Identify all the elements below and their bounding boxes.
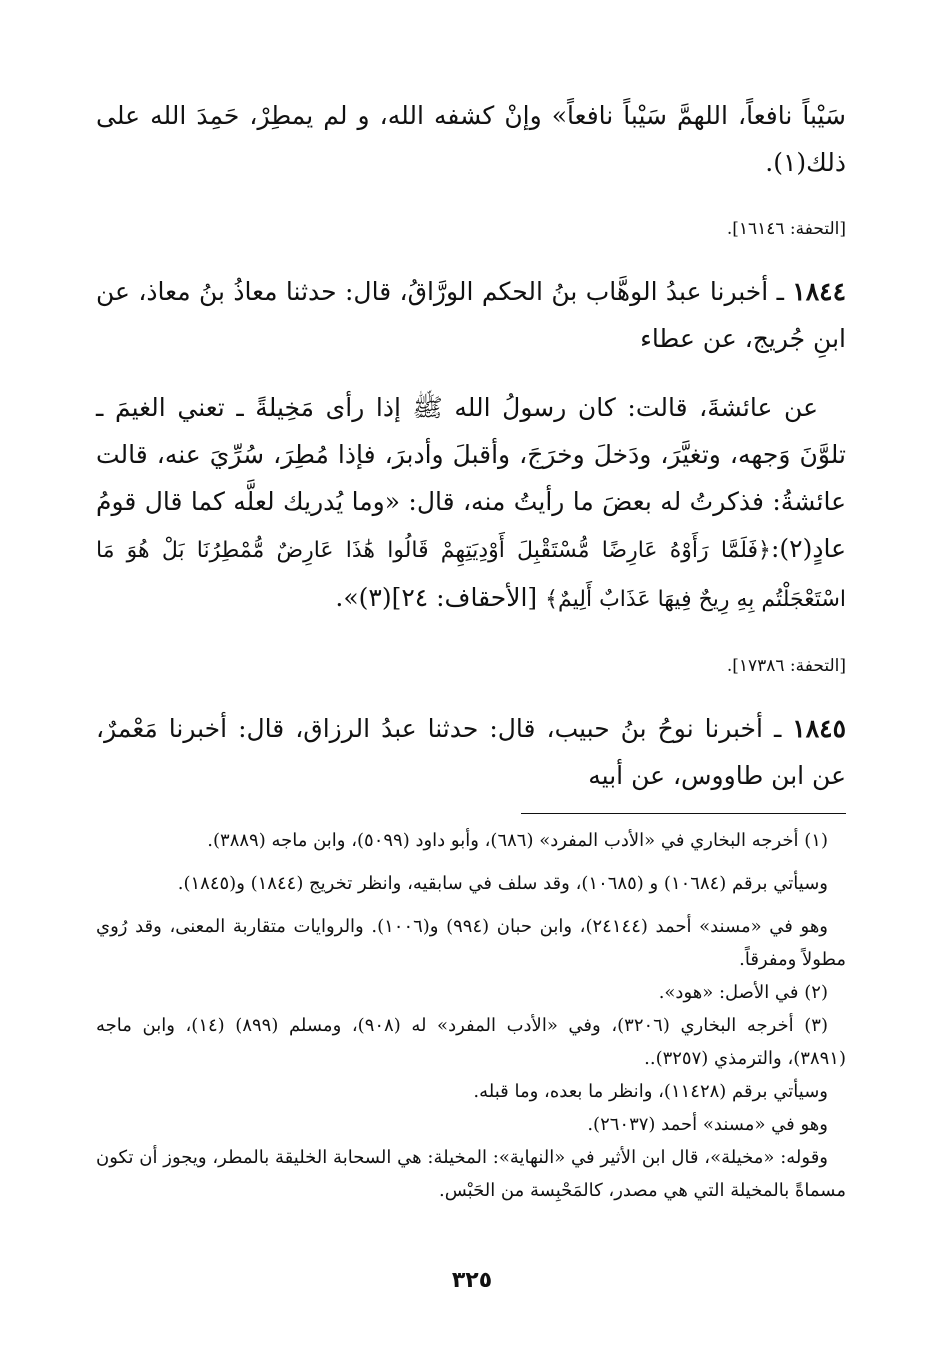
hadith-1844-isnad-text: ـ أخبرنا عبدُ الوهَّاب بنُ الحكم الورَّاقُ، قال: حدثنا معاذُ بنُ معاذ، عن ابنِ جُريج، عن عطاء [96, 277, 846, 353]
footnote-1-musnad: وهو في «مسند» أحمد (٢٤١٤٤)، وابن حبان (٩٩٤) و(١٠٠٦). والروايات متقاربة المعنى، وقد رُوي مطولاً ومفرقاً. [96, 916, 846, 970]
footnote-3-main: (٣) أخرجه البخاري (٣٢٠٦)، وفي «الأدب المفرد» له (٩٠٨)، ومسلم (٨٩٩) (١٤)، وابن ماجه (٣٨٩١)، والترمذي (٣٢٥٧).. [96, 1015, 846, 1069]
hadith-1844-isnad [96, 268, 846, 362]
hadith-1845-isnad [96, 705, 846, 799]
page-body [96, 92, 846, 1207]
hadith-number-1844: ١٨٤٤ [792, 277, 846, 306]
tuhfa-reference-1: [التحفة: ١٦١٤٦]. [726, 219, 846, 239]
opening-paragraph: سَيْباً نافعاً، اللهمَّ سَيْباً نافعاً» وإنْ كشفه الله، و لم يمطِرْ، حَمِدَ الله على ذلك(١). [96, 101, 846, 177]
footnote-1-main: (١) أخرجه البخاري في «الأدب المفرد» (٦٨٦)، وأبو داود (٥٠٩٩)، وابن ماجه (٣٨٨٩). [207, 830, 828, 851]
footnote-3-definition: وقوله: «مخيلة»، قال ابن الأثير في «النهاية»: المخيلة: هي السحابة الخليقة بالمطر، ويجوز أن تكون مسماةً بالمخيلة التي هي مصدر، كالمَحْبِسة من الحَبْس. [96, 1147, 846, 1201]
hadith-1844-matn [96, 384, 846, 623]
quran-verse: ﴿فَلَمَّا رَأَوْهُ عَارِضًا مُّسْتَقْبِلَ أَوْدِيَتِهِمْ قَالُوا هَٰذَا عَارِضٌ مُّمْطِرُنَا بَلْ هُوَ مَا اسْتَعْجَلْتُم بِهِ رِيحٌ فِيهَا عَذَابٌ أَلِيمٌ﴾ [96, 538, 846, 612]
page-number: ٣٢٥ [451, 1268, 493, 1293]
footnote-1-cross-reference: وسيأتي برقم (١٠٦٨٤) و (١٠٦٨٥)، وقد سلف في سابقيه، وانظر تخريج (١٨٤٤) و(١٨٤٥). [177, 873, 828, 894]
footnote-3-musnad: وهو في «مسند» أحمد (٢٦٠٣٧). [587, 1114, 828, 1135]
hadith-1844-matn-text: عن عائشةَ، قالت: كان رسولُ الله ﷺ إذا رأى مَخِيلةً ـ تعني الغيمَ ـ تلوَّنَ وَجهه، وتغيَّرَ، ودَخلَ وخرَجَ، وأقبلَ وأدبرَ، فإذا مُطِرَ، سُرِّيَ عنه، قالت عائشةُ: فذكرتُ له بعضَ ما رأيتُ منه، قال: «وما يُدريك لعلَّه كما قال قومُ عادٍ(٢): [96, 393, 846, 563]
footnote-2: (٢) في الأصل: «هود». [658, 982, 828, 1003]
footnote-3-cross-reference: وسيأتي برقم (١١٤٢٨)، وانظر ما بعده، وما قبله. [473, 1081, 828, 1102]
hadith-1845-isnad-text: ـ أخبرنا نوحُ بنُ حبيب، قال: حدثنا عبدُ الرزاق، قال: أخبرنا مَعْمرٌ، عن ابن طاووس، عن أبيه [96, 714, 846, 790]
hadith-number-1845: ١٨٤٥ [792, 714, 846, 743]
quran-verse-reference: [الأحقاف: ٢٤](٣)». [335, 583, 546, 612]
tuhfa-reference-2: [التحفة: ١٧٣٨٦]. [726, 656, 846, 676]
footnote-separator [521, 813, 846, 814]
